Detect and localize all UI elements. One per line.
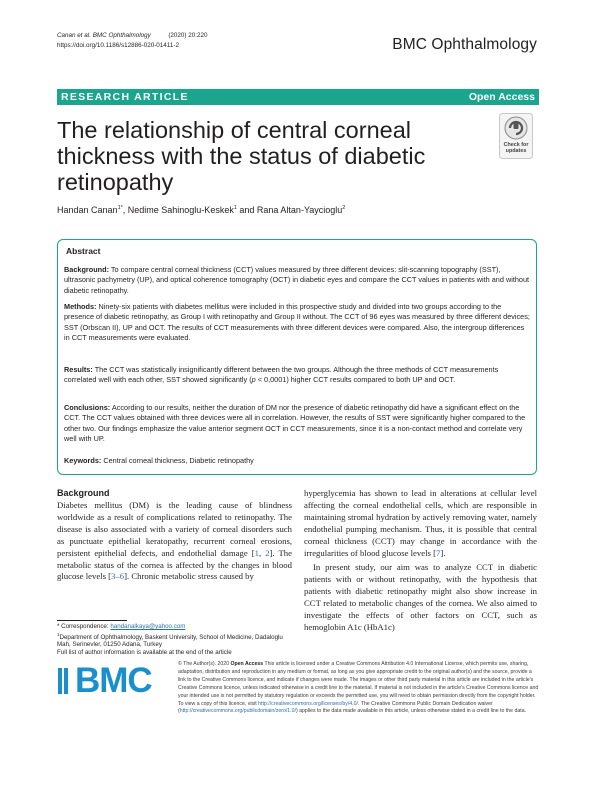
citation-authors: Canan et al. [57, 32, 93, 39]
license-text-3: ) applies to the data made available in this article, unless otherwise stated in a credit line to the data. [295, 708, 527, 715]
right-paragraph-2: In present study, our aim was to analyze CCT in diabetic patients with or without retinopathy, with the hypothesis that patients with diabetic retinopathy might also show increase in CCT related to metabolic changes of the cornea. We also aimed to investigate the effects of other factors on CCT, such as hemoglobin A1c (HbA1c) [304, 562, 537, 632]
correspondence-label: * Correspondence: [57, 623, 111, 630]
license-copyright: © The Author(s). 2020 [178, 661, 231, 667]
license-text-1: This article is licensed under a Creative Commons Attribution 4.0 International License, which permits use, sharing, adaptation, distribution and reproduction in any medium or format, as long as you give appropriate credit to the original author(s) and the source, provide a link to the Creative Commons licence, and indicate if changes were made. The images or other third party material in this article are included in the article's Creative Commons licence, unless indicated otherwise in a credit line to the material. If material is not included in the article's Creative Commons licence and your intended use is not permitted by statutory regulation or exceeds the permitted use, you will need to obtain permission directly from the copyright holder. To view a copy of this licence, visit [178, 661, 539, 707]
article-type-band [57, 89, 539, 105]
citation-journal: BMC Ophthalmology [92, 32, 151, 39]
author-3-affiliation: 2 [342, 205, 346, 211]
affiliation-number: 1 [57, 631, 60, 637]
abstract-box [57, 239, 537, 475]
article-type-label: RESEARCH ARTICLE [61, 91, 189, 103]
citation-link-2[interactable]: 2 [265, 547, 270, 558]
affiliation-text: Department of Ophthalmology, Baskent University, School of Medicine, Dadaloglu Mah, Serinevler, 01250 Adana, Turkey [57, 633, 283, 649]
citation-link-7[interactable]: 7 [435, 547, 441, 558]
abstract-heading: Abstract [66, 246, 101, 256]
body-right-column [304, 488, 537, 634]
footnote-rule [57, 620, 127, 621]
abstract-keywords-label: Keywords: [64, 456, 102, 465]
badge-line-2: updates [505, 148, 527, 154]
bmc-logo [57, 662, 167, 700]
license-open-access-label: Open Access [230, 661, 264, 667]
affiliation-line [57, 631, 297, 649]
abstract-results-p: p [251, 375, 256, 385]
abstract-results [64, 365, 530, 386]
abstract-methods-text: Ninety-six patients with diabetes mellitus were included in this prospective study and divided into two groups according to the presence of diabetic retinopathy, as Group I with retinopathy and Group II without. The CCT of 96 eyes was measured by three different devices; SST (Orbscan II), UP and OCT. The results of CCT measurements with three different devices were compared. Also, the intergroup differences in CCT measurements were evaluated. [64, 302, 530, 343]
full-list-note: Full list of author information is available at the end of the article [57, 649, 232, 657]
right-p1-part-a: hyperglycemia has shown to lead in alterations at cellular level affecting the corneal endothelial cells, which are responsible in maintaining stromal hydration by actively removing water, namely endothelial pumping mechanism. Thus, it is possible that central corneal thickness (CCT) may change in accordance with the irregularities of blood glucose levels [ [304, 488, 537, 558]
abstract-results-label: Results: [64, 365, 93, 374]
background-heading: Background [57, 488, 110, 498]
license-cc-by-link[interactable]: http://creativecommons.org/licenses/by/4.0/ [258, 700, 358, 707]
abstract-conclusions-label: Conclusions: [64, 403, 111, 412]
author-3[interactable]: and Rana Altan-Yaycioglu [236, 205, 343, 215]
citation-link-1[interactable]: 1 [254, 547, 259, 558]
author-list [57, 205, 345, 215]
right-paragraph-1 [304, 488, 537, 559]
doi-link[interactable]: https://doi.org/10.1186/s12886-020-01411-2 [57, 42, 179, 49]
abstract-results-text-2: < 0,0001) higher CCT results compared to both UP and OCT. [255, 375, 456, 385]
abstract-keywords [64, 456, 530, 466]
abstract-background-label: Background: [64, 265, 109, 274]
correspondence-line [57, 623, 297, 631]
author-1-affiliation: 1* [117, 205, 123, 211]
abstract-background [64, 265, 530, 296]
left-p1-part-d: ]. Chronic metabolic stress caused by [124, 571, 254, 582]
correspondence-email-link[interactable]: handanalkaya@yahoo.com [110, 623, 186, 630]
right-p1-part-b: ]. [440, 547, 446, 558]
abstract-conclusions-text: According to our results, neither the duration of DM nor the presence of diabetic retinopathy did have a significant effect on the CCT. The CCT values obtained with three devices were all in correlation. However, the results of SST were significantly higher compared to the other two. Our findings emphasize the value anterior segment OCT in CCT measurements, since it is a non-contact method and correlate very well with UP. [64, 403, 526, 444]
license-cc-zero-link[interactable]: http://creativecommons.org/publicdomain/zero/1.0/ [179, 708, 296, 715]
badge-line-1: Check for [503, 142, 529, 148]
author-1[interactable]: Handan Canan [57, 205, 118, 215]
citation-link-3-6[interactable]: 3–6 [111, 571, 125, 582]
check-for-updates-badge[interactable] [499, 113, 533, 159]
footnotes [57, 623, 297, 657]
abstract-methods-label: Methods: [64, 302, 97, 311]
citation-year-volume: (2020) 20:220 [150, 32, 208, 39]
left-p1-part-a: Diabetes mellitus (DM) is the leading cause of blindness worldwide as a result of complications related to retinopathy. The disease is also associated with a variety of corneal disorders such as punctuate epithelial keratopathy, recurrent corneal erosions, persistent epithelial defects, and endothelial damage [ [57, 500, 292, 558]
citation-line [57, 31, 208, 41]
article-title: The relationship of central corneal thickness with the status of diabetic retinopathy [57, 117, 426, 195]
open-access-label: Open Access [468, 91, 535, 103]
author-2[interactable]: , Nedime Sahinoglu-Keskek [122, 205, 234, 215]
citation-header [57, 31, 208, 51]
abstract-background-text: To compare central corneal thickness (CCT) values measured by three different devices: slit-scanning topography (SST), ultrasonic pachymetry (UP), and optical coherence tomography (OCT) in diabetic eyes and compare the CCT values in patients with and without diabetic retinopathy. [64, 265, 530, 295]
author-2-affiliation: 1 [233, 205, 237, 211]
abstract-results-text-1: The CCT was statistically insignificantly different between the two groups. Although the three methods of CCT measurements correlated well with each other, SST showed significantly ( [64, 365, 499, 385]
bmc-logo-text: BMC [75, 661, 152, 700]
body-left-column [57, 488, 292, 583]
journal-name: BMC Ophthalmology [392, 36, 537, 53]
abstract-keywords-text: Central corneal thickness, Diabetic retinopathy [101, 456, 254, 465]
license-statement [178, 661, 540, 716]
left-p1-part-b: , [259, 547, 266, 558]
left-p1-part-c: ]. The metabolic status of the cornea is affected by the changes in blood glucose levels [ [57, 547, 293, 582]
abstract-conclusions [64, 403, 530, 445]
license-text-2: . The Creative Commons Public Domain Dedication waiver ( [178, 700, 493, 715]
left-paragraph-1 [57, 500, 292, 583]
abstract-methods [64, 302, 530, 344]
